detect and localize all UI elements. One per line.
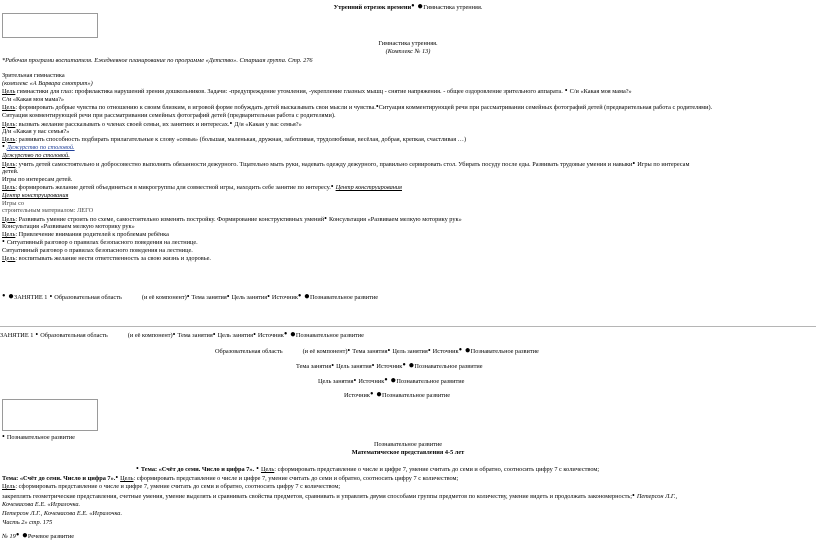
area-cognitive: Познавательное развитие <box>295 332 364 339</box>
games-goal <box>2 183 808 192</box>
goal-text: : учить детей самостоятельно и добросовестно выполнять обязанности дежурного. Тщательно мыть руки, надевать одежду дежурного, правильно сервировать стол. Убирать посуду после еды. Развивать трудовые умения и навыки <box>15 160 633 168</box>
gym-title: Гимнастика утренняя. <box>378 40 438 47</box>
bullet-icon: • ● <box>369 389 383 400</box>
lesson-row-5 <box>318 377 464 386</box>
bullet-icon: • <box>427 346 433 355</box>
bullet-icon: • <box>387 346 393 355</box>
bullet-icon: • <box>632 159 638 168</box>
math-theme-line-2 <box>2 474 458 483</box>
cognitive-center: Познавательное развитие <box>373 441 443 448</box>
bullet-icon: • ● <box>283 329 296 340</box>
game-mama-goal2 <box>2 120 808 129</box>
goal-label: Цель <box>2 215 16 223</box>
component: (и её компонент) <box>127 332 173 339</box>
goal-text: : сформировать представление о числе и цифре 7, умение считать до семи и обратно, соотносить цифру 7 с количеством; <box>133 475 459 482</box>
lesson-source: Источник <box>344 392 370 399</box>
math-long-line <box>2 492 677 501</box>
bullet-icon: • <box>172 330 178 339</box>
situation-line: Ситуация комментирующей речи при рассматривании семейных фотографий детей (предварительная работа с родителями). <box>2 111 336 119</box>
construct-goal <box>2 215 808 224</box>
bullet-icon: • <box>226 292 232 301</box>
bullet-icon: • <box>632 491 637 500</box>
bullet-icon: • <box>353 376 359 385</box>
bullet-icon: • <box>371 361 377 370</box>
duty-tail-line2: детей. <box>2 168 19 176</box>
game-family-goal <box>2 136 808 144</box>
bullet-icon: • <box>254 464 261 473</box>
situational-talk <box>2 238 808 247</box>
situational-talk-2: Ситуативный разговор о правилах безопасного поведения на лестнице. <box>2 247 193 255</box>
header-bold: Утренний отрезок времени <box>333 4 412 11</box>
lesson-theme: Тема занятия <box>352 348 388 355</box>
game-tail: С/и «Какая моя мама?» <box>569 88 632 96</box>
goal-text: : сформировать представление о числе и цифре 7, умение считать до семи и обратно, соотносить цифру 7 с количеством; <box>274 466 600 473</box>
bullet-icon: • <box>2 143 7 152</box>
math-goal-line <box>2 483 340 491</box>
eye-gym-complex: (комплекс «А Варвара смотрит») <box>2 79 93 87</box>
source-note: *Рабочая програми воспитателя. Ежедневное планирование по программе «Детство». Старшая группа. Стр. 276 <box>2 57 313 64</box>
goal-text: : вызвать желание рассказывать о членах своей семьи, их занятиях и интересах. <box>15 120 230 128</box>
theme-label: Тема: <box>2 475 19 482</box>
game-mama-title: С/и «Какая моя мама?» <box>2 95 65 103</box>
bullet-icon: • <box>253 330 258 339</box>
consult-tail: Консультация «Развиваем мелкую моторику рук» <box>328 215 462 223</box>
lesson-row-6 <box>344 391 450 400</box>
bullet-icon: • <box>115 473 121 482</box>
eye-gym-goal <box>2 87 808 96</box>
talk-text: Ситуативный разговор о правилах безопасного поведения на лестнице. <box>6 239 198 247</box>
parents-goal <box>2 231 808 239</box>
goal-label: Цель <box>2 88 16 96</box>
page-number: № 19 <box>2 533 16 540</box>
edu-area: Образовательная область <box>54 294 122 301</box>
speech-area: Речевое развитие <box>27 533 75 540</box>
divider <box>0 326 816 327</box>
game-mama-goal <box>2 103 808 112</box>
long-text: закреплять геометрические представления, счетные умения, умение выделять и сравнивать свойства предметов, сравнивать и управлять двумя способами группы предметов по количеству, умение видеть и продолжать закономерность; <box>2 493 633 500</box>
lesson-source: Источник <box>271 294 298 301</box>
lesson-row-4 <box>296 362 483 371</box>
lesson-row-3 <box>215 347 539 356</box>
goal-label: Цель <box>2 135 16 143</box>
bullet-icon: • <box>267 292 272 301</box>
speech-line <box>2 532 74 541</box>
goal-label: Цель <box>2 104 16 112</box>
bullet-icon: • ● <box>411 1 424 12</box>
situation-text: Ситуация комментирующей речи при рассматривании семейных фотографий детей (предварительная работа с родителями). <box>378 104 713 112</box>
area-cognitive: Познавательное развитие <box>470 348 539 355</box>
bullet-icon: • ● <box>15 530 28 541</box>
bullet-icon: • <box>375 103 379 112</box>
building-material: строительным материалом: ЛЕГО <box>2 207 94 215</box>
goal-label: Цель <box>2 160 16 168</box>
game-tail: Д/и «Какая у вас семья?» <box>234 120 302 128</box>
bullet-icon: • <box>331 361 337 370</box>
duty-goal <box>2 160 808 169</box>
bullet-icon: • ● <box>402 360 415 371</box>
image-placeholder-top <box>2 13 98 38</box>
lesson-goal: Цель занятия <box>336 363 372 370</box>
goal-text: : развивать способность подбирать прилагательные к слову «семья» (большая, маленькая, дружная, заботливая, трудолюбивая, весёлая, добрая, крепкая, счастливая …) <box>15 135 467 143</box>
area-cognitive: Познавательное развитие <box>309 294 379 301</box>
source-tail: Петерсон Л.Г., <box>636 493 678 500</box>
edu-area: Образовательная область <box>215 348 283 355</box>
games-by-interest: Игры по интересам детей. <box>2 175 73 183</box>
lesson-row-1 <box>2 293 378 302</box>
lesson-theme: Тема занятия <box>177 332 213 339</box>
header-rest: Гимнастика утренняя. <box>423 4 483 11</box>
gym-complex: (Комплекс № 13) <box>385 48 431 55</box>
area-left-text: Познавательное развитие <box>6 434 75 441</box>
goal-text: гимнастики для глаз: профилактика нарушений зрения дошкольников. Задачи: -предупреждение утомления, -укрепление глазных мышц - снятие напряжения. - общее оздоровление зрительного аппарата. <box>15 88 563 96</box>
duty-heading-2: Дежурство по столовой. <box>2 151 70 159</box>
lesson-theme: Тема занятия <box>296 363 332 370</box>
duty-tail: Игры по интересам <box>637 160 690 168</box>
area-cognitive: Познавательное развитие <box>396 378 465 385</box>
bullet-icon: • <box>324 214 329 223</box>
goal-label: Цель <box>2 230 16 238</box>
lesson-source: Источник <box>376 363 403 370</box>
bullet-icon: • <box>47 292 55 301</box>
bullet-icon: • ● <box>297 291 310 302</box>
lesson-goal: Цель занятия <box>217 332 254 339</box>
area-cognitive: Познавательное развитие <box>414 363 483 370</box>
theme-label: Тема: <box>140 466 158 473</box>
bullet-icon: • ● <box>384 375 397 386</box>
bullet-icon: • <box>347 346 353 355</box>
lesson-label: ЗАНЯТИЕ 1 <box>14 294 48 301</box>
component: (и её компонент) <box>141 294 187 301</box>
math-heading: Математическое представления 4-5 лет <box>351 449 465 456</box>
goal-label: Цель <box>2 254 16 262</box>
component: (и её компонент) <box>302 348 348 355</box>
bullet-icon: • <box>229 119 235 128</box>
eye-gym-heading: Зрительная гимнастика <box>2 72 65 79</box>
theme-text: «Счёт до семи. Число и цифра 7». <box>158 466 255 473</box>
lesson-goal: Цель занятия <box>392 348 428 355</box>
math-part: Часть 2» стр. 175 <box>2 519 53 526</box>
theme-text: «Счёт до семи. Число и цифра 7». <box>19 475 116 482</box>
goal-label: Цель <box>2 483 16 490</box>
lesson-source: Источник <box>358 378 385 385</box>
goal-text: : формировать добрые чувства по отношению к своим близким, в игровой форме побуждать детей высказывать свои мысли и чувства. <box>15 104 376 112</box>
lesson-goal: Цель занятия <box>231 294 268 301</box>
bullet-icon: • <box>186 292 192 301</box>
image-placeholder-bottom <box>2 399 98 431</box>
bullet-icon: • <box>2 432 7 441</box>
bullet-icon: • <box>330 183 336 192</box>
center-label: Центр конструирования <box>335 184 402 192</box>
lesson-source: Источник <box>432 348 459 355</box>
games-with: Игры со <box>2 199 25 207</box>
goal-label: Цель <box>260 466 275 473</box>
bullet-icon: • ● <box>458 345 471 356</box>
lesson-label: ЗАНЯТИЕ 1 <box>0 332 34 339</box>
game-family-title: Д/и «Какая у вас семья?» <box>2 128 70 136</box>
goal-text: : Привлечение внимания родителей к проблемам ребёнка <box>15 230 169 238</box>
activities-block <box>2 72 808 262</box>
duty-heading-text: Дежурство по столовой. <box>6 144 75 152</box>
math-theme-line <box>136 465 599 474</box>
bullet-icon: • <box>212 330 218 339</box>
math-authors: Кочемасова Е.Е. «Игралочка. <box>2 501 81 508</box>
duty-heading <box>2 143 808 152</box>
lesson-goal: Цель занятия <box>318 378 354 385</box>
bullet-icon: • ● <box>2 291 15 302</box>
center-construct: Центр конструирования <box>2 191 69 199</box>
page-header <box>0 3 816 12</box>
goal-text: : формировать желание детей объединяться в микрогруппы для совместной игры, находить себе занятие по интересу. <box>15 184 331 192</box>
bullet-icon: • <box>2 238 7 247</box>
goal-label: Цель <box>120 475 134 482</box>
math-authors-2: Петерсон Л.Г., Кочемасова Е.Е. «Игралочка. <box>2 510 123 517</box>
safety-goal <box>2 255 808 263</box>
lesson-theme: Тема занятия <box>191 294 227 301</box>
goal-label: Цель <box>2 120 16 128</box>
goal-text: : Развивать умение строить по схеме, самостоятельно изменять постройку. Формирование конструктивных умений <box>15 215 325 223</box>
bullet-icon: • <box>136 464 141 473</box>
goal-label: Цель <box>2 184 16 192</box>
goal-text: : сформировать представление о числе и цифре 7, умение считать до семи и обратно, соотносить цифру 7 с количеством; <box>15 483 341 490</box>
consultation-line: Консультация «Развиваем мелкую моторику рук» <box>2 223 135 231</box>
bullet-icon: • <box>562 87 570 96</box>
lesson-row-2 <box>0 331 364 340</box>
bullet-icon: • <box>33 330 41 339</box>
lesson-source: Источник <box>257 332 284 339</box>
goal-text: : воспитывать желание нести ответственность за свою жизнь и здоровье. <box>15 254 211 262</box>
area-cognitive: Познавательное развитие <box>382 392 451 399</box>
edu-area: Образовательная область <box>40 332 108 339</box>
